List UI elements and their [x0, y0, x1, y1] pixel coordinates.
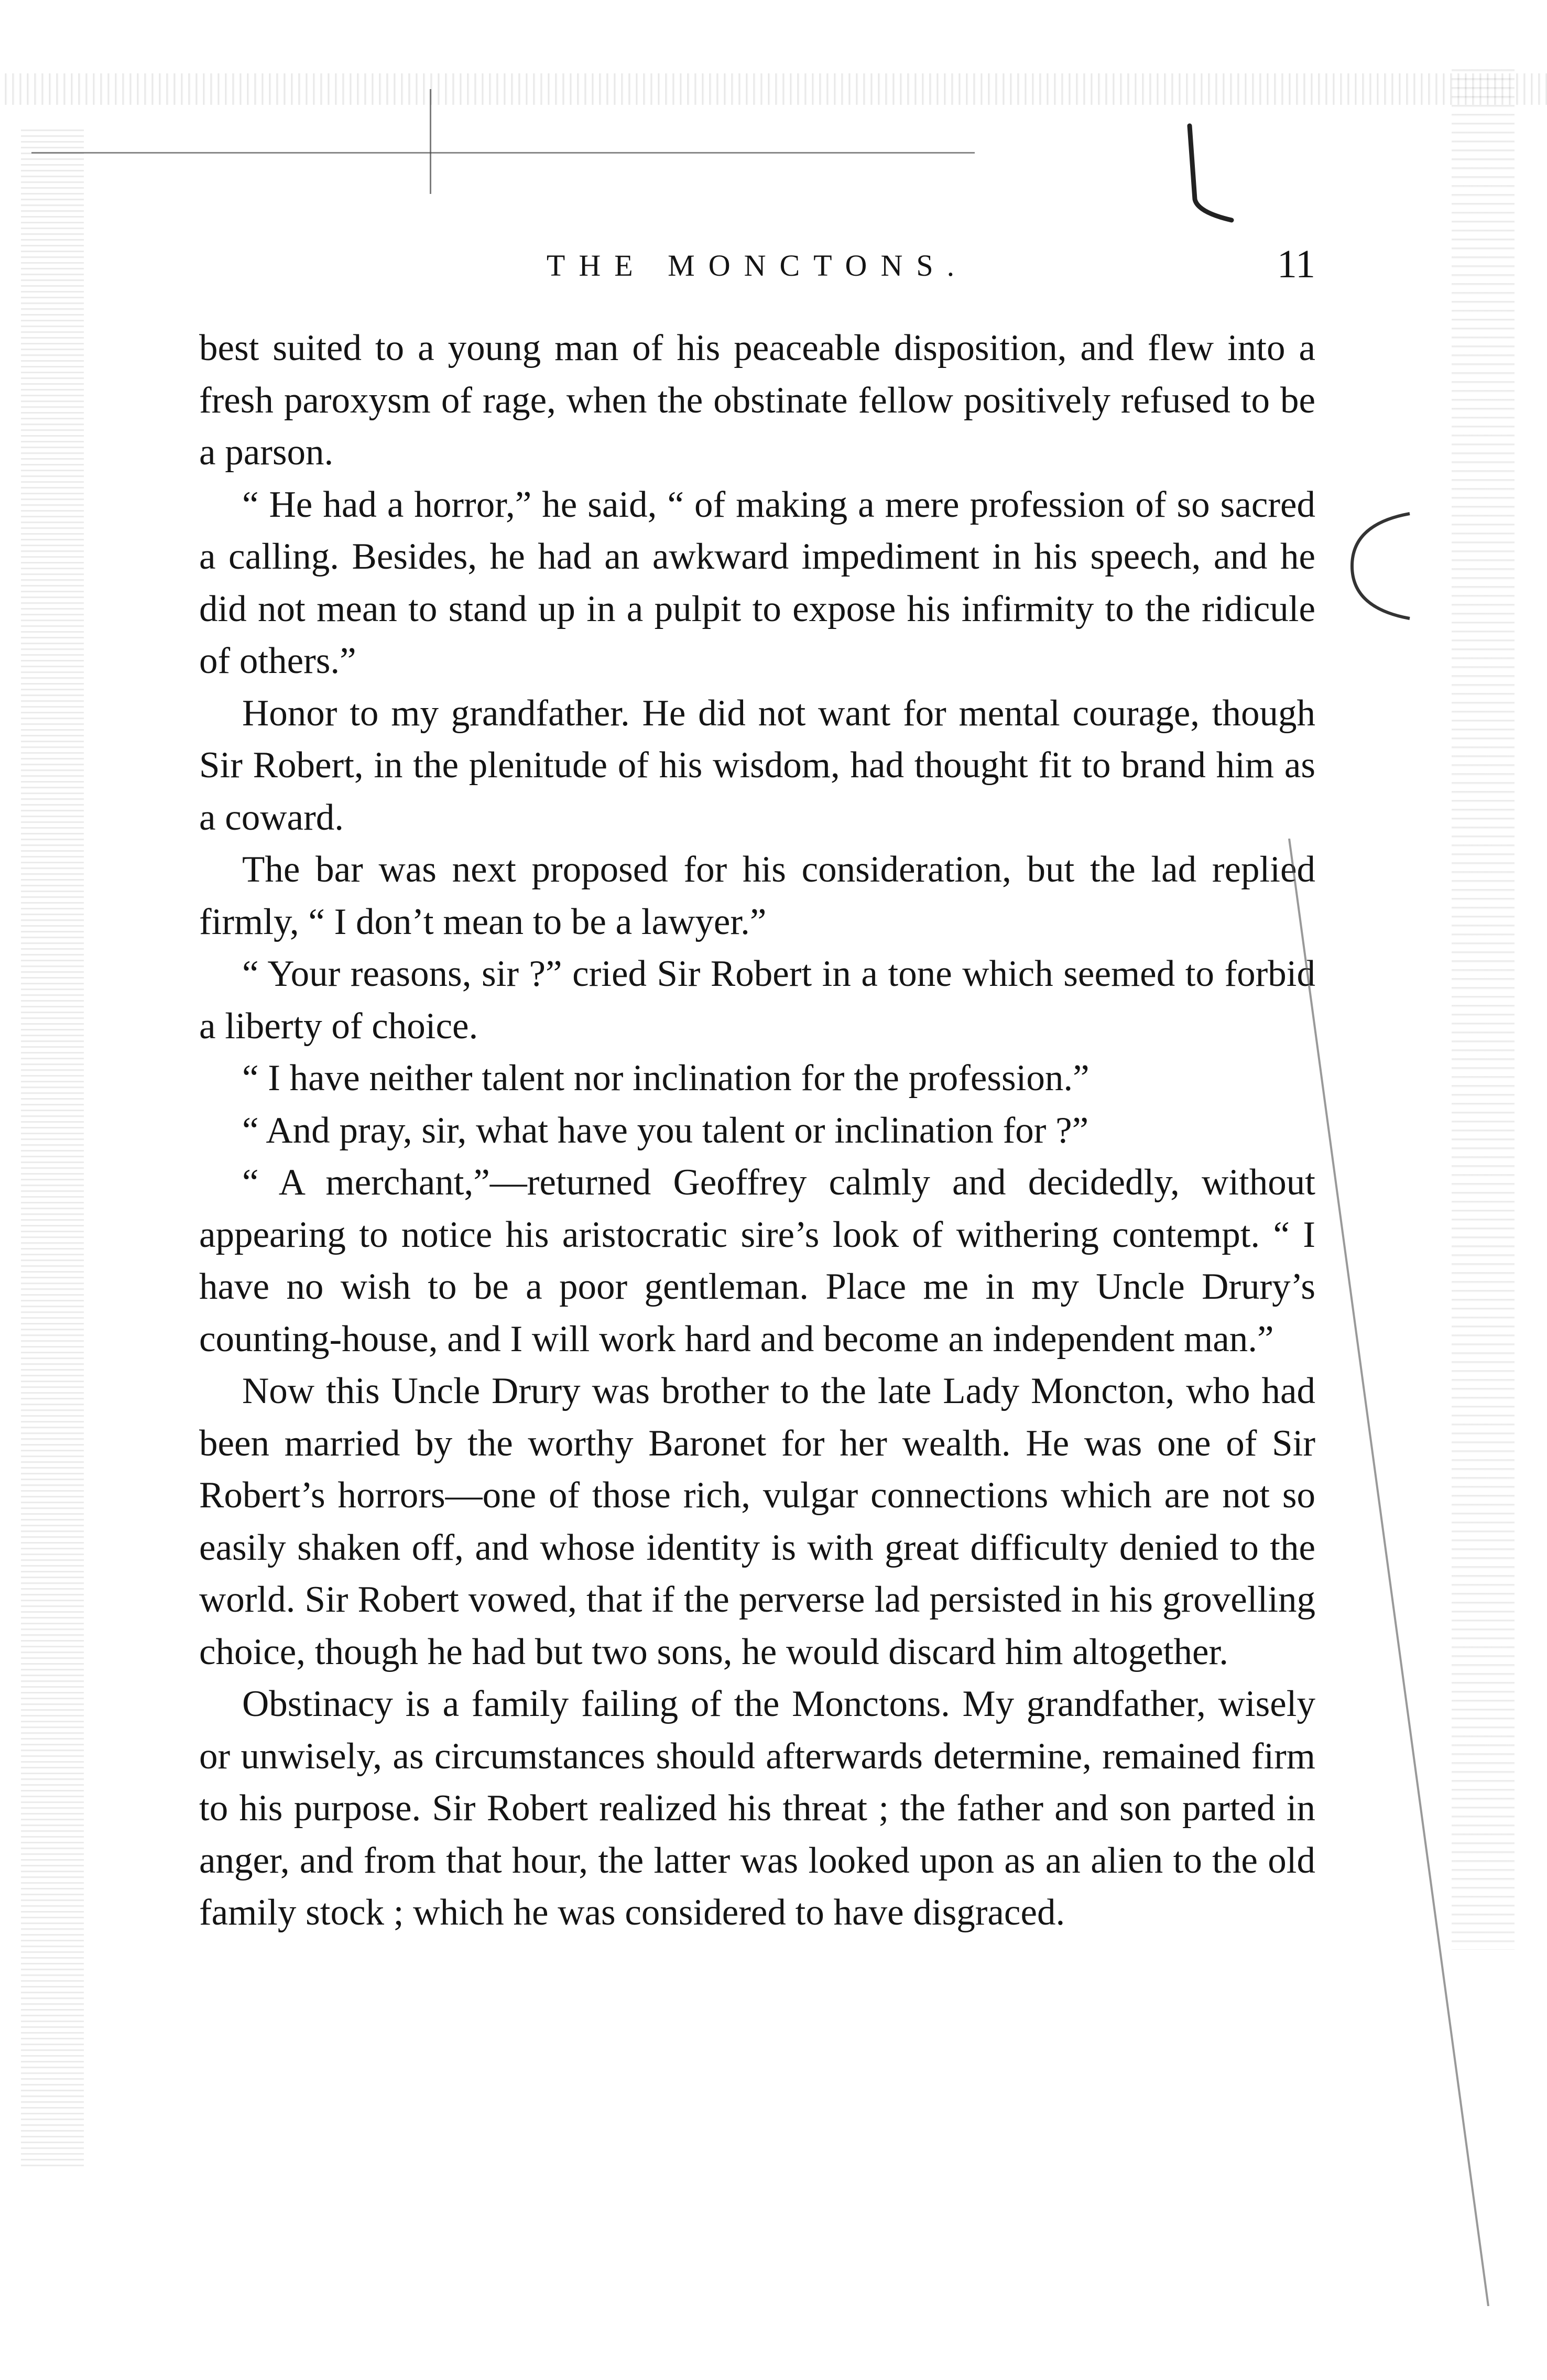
- scan-noise-left: [21, 126, 84, 2170]
- paragraph: “ He had a horror,” he said, “ of making a mere profession of so sacred a calling. Besides, he had an awkward impediment in his speech, and he did not mean to stand up in a pulpit to expose his infirmity to the ridicule of others.”: [199, 484, 1315, 681]
- paragraph: Honor to my grandfather. He did not want for mental courage, though Sir Robert, in the plenitude of his wisdom, had thought fit to brand him as a coward.: [199, 692, 1315, 838]
- margin-bracket-icon: [1342, 503, 1415, 629]
- paragraph: best suited to a young man of his peaceable disposition, and flew into a fresh paroxysm of rage, when the obstinate fellow positively refused to be a parson.: [199, 328, 1315, 473]
- paragraph: “ Your reasons, sir ?” cried Sir Robert in a tone which seemed to forbid a liberty of choice.: [199, 953, 1315, 1047]
- paragraph: Now this Uncle Drury was brother to the late Lady Moncton, who had been married by the worthy Baronet for her wealth. He was one of Sir Robert’s horrors—one of those rich, vulgar connections which are not so easily shaken off, and whose identity is with great difficulty denied to the world. Sir Robert vowed, that if the perverse lad persisted in his grovelling choice, though he had but two sons, he would discard him altogether.: [199, 1371, 1315, 1672]
- scan-line-vertical: [430, 89, 431, 194]
- paragraph: “ I have neither talent nor inclination for the profession.”: [242, 1058, 1090, 1099]
- paragraph: “ And pray, sir, what have you talent or inclination for ?”: [242, 1110, 1089, 1151]
- page-number: 11: [1277, 242, 1315, 286]
- paragraph: The bar was next proposed for his consideration, but the lad replied firmly, “ I don’t mean to be a lawyer.”: [199, 849, 1315, 942]
- pencil-mark-icon: [1174, 121, 1237, 225]
- body-text: [199, 322, 1315, 1939]
- scan-line-top: [31, 152, 975, 154]
- paragraph: “ A merchant,”—returned Geoffrey calmly and decidedly, without appearing to notice his aristocratic sire’s look of withering contempt. “ I have no wish to be a poor gentleman. Place me in my Uncle Drury’s counting-house, and I will work hard and become an independent man.”: [199, 1162, 1315, 1360]
- page-header: [199, 238, 1315, 296]
- running-head: THE MONCTONS.: [546, 248, 968, 282]
- scan-noise-top: [0, 73, 1547, 105]
- paragraph: Obstinacy is a family failing of the Monctons. My grandfather, wisely or unwisely, as circumstances should afterwards determine, remained firm to his purpose. Sir Robert realized his threat ; the father and son parted in anger, and from that hour, the latter was looked upon as an alien to the old family stock ; which he was considered to have disgraced.: [199, 1683, 1315, 1933]
- scan-line-right: [1279, 839, 1509, 2306]
